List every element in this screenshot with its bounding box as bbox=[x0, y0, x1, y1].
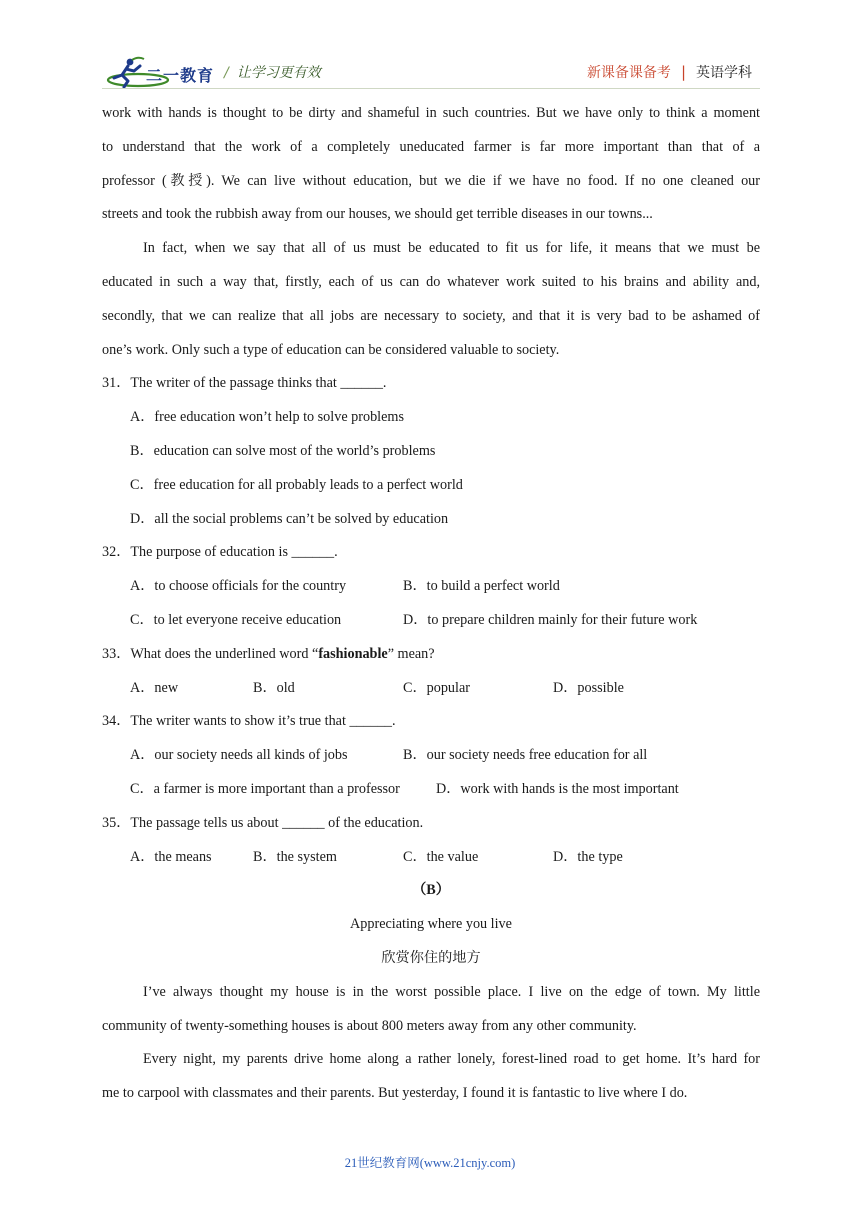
question-stem: 35．The passage tells us about ______ of the education. bbox=[102, 814, 424, 831]
question-31 bbox=[102, 367, 760, 536]
option-row bbox=[102, 773, 760, 807]
passage-b-line: I’ve always thought my house is in the worst possible place. I live on the edge of town. My little bbox=[143, 983, 760, 1000]
option-a: A．new bbox=[130, 679, 179, 696]
section-label: （B） bbox=[412, 882, 450, 899]
option-d: D．to prepare children mainly for their future work bbox=[403, 611, 698, 628]
option-c: C．the value bbox=[403, 848, 479, 865]
option-row bbox=[102, 604, 760, 638]
slogan-slash: / bbox=[224, 65, 229, 81]
passage-a-line: to understand that the work of a completely uneducated farmer is far more important than that of a bbox=[102, 138, 760, 155]
header-divider bbox=[102, 88, 760, 89]
header-separator: | bbox=[680, 63, 686, 81]
option-d: D．work with hands is the most important bbox=[436, 780, 679, 797]
question-34 bbox=[102, 705, 760, 806]
question-33 bbox=[102, 638, 760, 706]
option-a: A．the means bbox=[130, 848, 212, 865]
passage-b bbox=[102, 874, 760, 1111]
option-row bbox=[102, 672, 760, 706]
header-course-title: 新课备课备考 bbox=[586, 65, 671, 81]
question-stem: 32．The purpose of education is ______. bbox=[102, 544, 338, 561]
page-footer: 21世纪教育网(www.21cnjy.com) bbox=[344, 1156, 516, 1170]
option-c: C．to let everyone receive education bbox=[130, 611, 342, 628]
passage-a-line: one’s work. Only such a type of education can be considered valuable to society. bbox=[102, 341, 560, 358]
question-35 bbox=[102, 807, 760, 875]
passage-a-line: In fact, when we say that all of us must be educated to fit us for life, it means that we must be bbox=[143, 240, 760, 257]
passage-b-line: Every night, my parents drive home along a rather lonely, forest-lined road to get home. It’s hard for bbox=[143, 1051, 760, 1068]
page-header bbox=[0, 0, 860, 96]
option-b: B．to build a perfect world bbox=[403, 578, 560, 595]
option-b: B．our society needs free education for all bbox=[403, 747, 648, 764]
passage-b-line: community of twenty-something houses is about 800 meters away from any other community. bbox=[102, 1017, 637, 1034]
logo-text: 二一教育 bbox=[146, 66, 215, 85]
passage-a-line: professor (教授). We can live without education, but we die if we have no food. If no one cleaned our bbox=[102, 172, 760, 189]
question-stem: 31．The writer of the passage thinks that ______. bbox=[102, 375, 387, 392]
option-b: B．the system bbox=[253, 848, 337, 865]
option-row bbox=[102, 739, 760, 773]
option-row bbox=[102, 570, 760, 604]
underlined-word: fashionable bbox=[318, 645, 388, 662]
option-d: D．all the social problems can’t be solved by education bbox=[130, 510, 449, 527]
question-stem: 34．The writer wants to show it’s true that ______. bbox=[102, 713, 396, 730]
passage-a-line: educated in such a way that, firstly, each of us can do whatever work suited to his brains and ability and, bbox=[102, 273, 760, 290]
passage-b-line: me to carpool with classmates and their parents. But yesterday, I found it is fantastic to live where I do. bbox=[102, 1085, 688, 1102]
passage-a bbox=[102, 97, 760, 367]
option-c: C．a farmer is more important than a professor bbox=[130, 780, 400, 797]
passage-a-line: work with hands is thought to be dirty and shameful in such countries. But we have only to think a moment bbox=[102, 105, 760, 121]
stem-text: 33．What does the underlined word “ bbox=[102, 645, 319, 662]
option-b: B．education can solve most of the world’s problems bbox=[130, 442, 436, 459]
question-stem bbox=[102, 638, 760, 672]
passage-b-title-zh: 欣赏你住的地方 bbox=[381, 949, 481, 966]
passage-b-title-en: Appreciating where you live bbox=[350, 916, 512, 933]
option-b: B．old bbox=[253, 679, 295, 696]
option-a: A．to choose officials for the country bbox=[130, 578, 347, 595]
slogan-text: 让学习更有效 bbox=[236, 65, 321, 81]
document-body bbox=[102, 97, 760, 1111]
header-right bbox=[587, 62, 752, 82]
option-d: D．possible bbox=[553, 679, 624, 696]
passage-a-line: secondly, that we can realize that all jobs are necessary to society, and that it is very bad to be ashamed of bbox=[102, 307, 760, 324]
passage-a-line: streets and took the rubbish away from our houses, we should get terrible diseases in our towns... bbox=[102, 206, 653, 223]
option-a: A．free education won’t help to solve problems bbox=[130, 409, 404, 426]
header-subject: 英语学科 bbox=[696, 65, 752, 81]
question-32 bbox=[102, 536, 760, 637]
option-c: C．popular bbox=[403, 679, 470, 696]
option-a: A．our society needs all kinds of jobs bbox=[130, 747, 348, 764]
option-c: C．free education for all probably leads to a perfect world bbox=[130, 476, 463, 493]
option-d: D．the type bbox=[553, 848, 623, 865]
header-slogan bbox=[224, 62, 321, 82]
option-row bbox=[102, 841, 760, 875]
stem-text: ” mean? bbox=[387, 645, 435, 662]
